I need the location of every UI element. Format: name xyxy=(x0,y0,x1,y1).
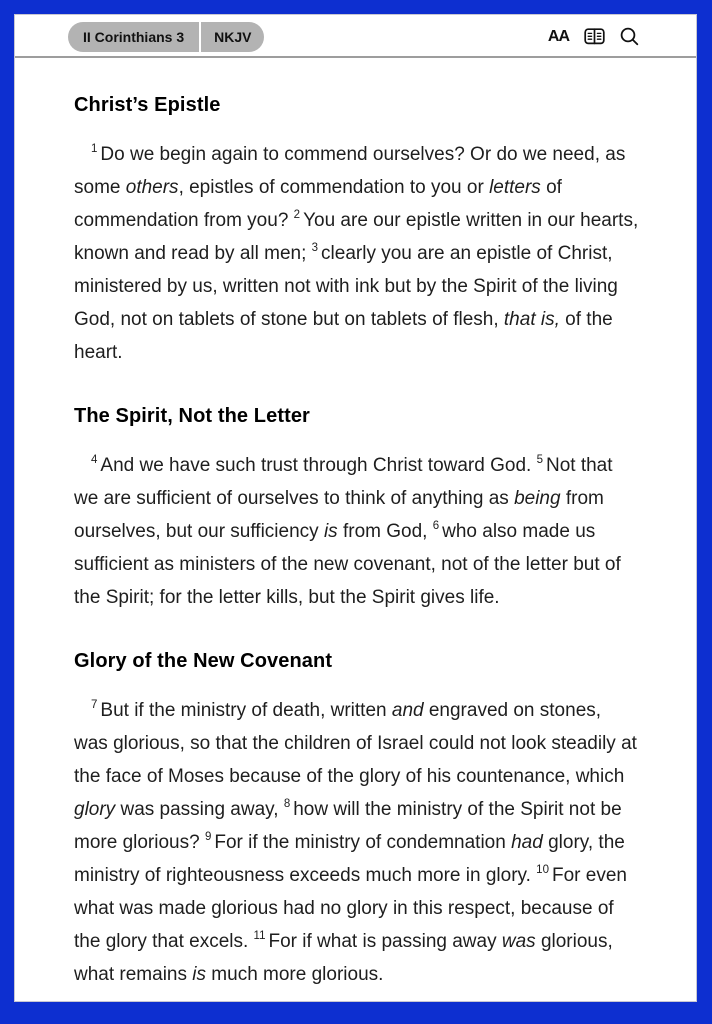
chapter-version-selector xyxy=(68,22,264,52)
verse-text: And we have such trust through Christ toward God. xyxy=(100,455,537,476)
section-heading: Glory of the New Covenant xyxy=(74,650,333,672)
version-selector-button[interactable]: NKJV xyxy=(201,22,264,52)
verse-paragraph[interactable] xyxy=(74,449,639,614)
verse-text-italic: is xyxy=(323,521,338,542)
verse-number: 11 xyxy=(253,929,266,942)
verse-text: For if what is passing away xyxy=(268,931,502,952)
verse-text: glory, the ministry of righteousness exceeds much more in glory. xyxy=(74,832,625,886)
verse-text-italic: being xyxy=(514,488,561,509)
verse-text: glorious, what remains xyxy=(74,931,613,985)
verse-text: from God, xyxy=(337,521,433,542)
verse-number: 9 xyxy=(204,830,212,843)
verse-text: Not that we are sufficient of ourselves to think of anything as xyxy=(74,455,613,509)
verse-text: For if the ministry of condemnation xyxy=(214,832,512,853)
chapter-content xyxy=(15,94,696,991)
verse-text: clearly you are an epistle of Christ, ministered by us, written not with ink but by the Spirit of the living God, not on tablets of stone but on tablets of flesh, xyxy=(74,243,618,330)
search-button[interactable] xyxy=(620,27,639,46)
verse-number: 3 xyxy=(311,241,319,254)
verse-text-italic: others xyxy=(125,177,179,198)
verse-text: of the heart. xyxy=(74,309,613,363)
verse-paragraph[interactable] xyxy=(74,138,639,369)
reader-page xyxy=(15,15,696,1001)
verse-number: 8 xyxy=(283,797,291,810)
verse-text: how will the ministry of the Spirit not be more glorious? xyxy=(74,799,622,853)
verse-text: much more glorious. xyxy=(206,964,384,985)
reader-mode-button[interactable] xyxy=(584,28,605,45)
chapter-selector-button[interactable]: II Corinthians 3 xyxy=(68,22,199,52)
verse-text-italic: letters xyxy=(489,177,541,198)
verse-text: For even what was made glorious had no glory in this respect, because of the glory that excels. xyxy=(74,865,627,952)
verse-text-italic: was xyxy=(501,931,536,952)
verse-number: 10 xyxy=(536,863,549,876)
search-icon xyxy=(620,27,639,46)
section-heading: Christ’s Epistle xyxy=(74,94,221,116)
font-size-icon: AA xyxy=(547,27,569,45)
verse-text: of commendation from you? xyxy=(74,177,562,231)
verse-text-italic: glory xyxy=(74,799,116,820)
header-actions xyxy=(548,27,639,46)
verse-text: was passing away, xyxy=(115,799,284,820)
verse-number: 7 xyxy=(91,698,98,711)
section-heading: The Spirit, Not the Letter xyxy=(74,405,310,427)
verse-number: 4 xyxy=(91,453,98,466)
verse-text-italic: is xyxy=(192,964,207,985)
verse-text-italic: and xyxy=(391,700,424,721)
verse-number: 1 xyxy=(91,142,98,155)
verse-text-italic: had xyxy=(511,832,543,853)
verse-text: engraved on stones, was glorious, so that the children of Israel could not look steadily at the face of Moses because of the glory of his countenance, which xyxy=(74,700,637,787)
verse-paragraph[interactable] xyxy=(74,694,639,991)
verse-text: Do we begin again to commend ourselves? Or do we need, as some xyxy=(74,144,626,198)
verse-number: 5 xyxy=(536,453,543,466)
verse-text: You are our epistle written in our hearts, known and read by all men; xyxy=(74,210,639,264)
verse-text: , epistles of commendation to you or xyxy=(178,177,490,198)
reader-header xyxy=(15,15,696,58)
verse-number: 6 xyxy=(432,519,440,532)
verse-text: But if the ministry of death, written xyxy=(100,700,392,721)
verse-text: who also made us sufficient as ministers of the new covenant, not of the letter but of the Spirit; for the letter kills, but the Spirit gives life. xyxy=(74,521,621,608)
open-book-icon xyxy=(584,28,605,45)
verse-text: from ourselves, but our sufficiency xyxy=(74,488,604,542)
font-settings-button[interactable] xyxy=(548,28,569,46)
verse-number: 2 xyxy=(293,208,301,221)
verse-text-italic: that is, xyxy=(503,309,560,330)
